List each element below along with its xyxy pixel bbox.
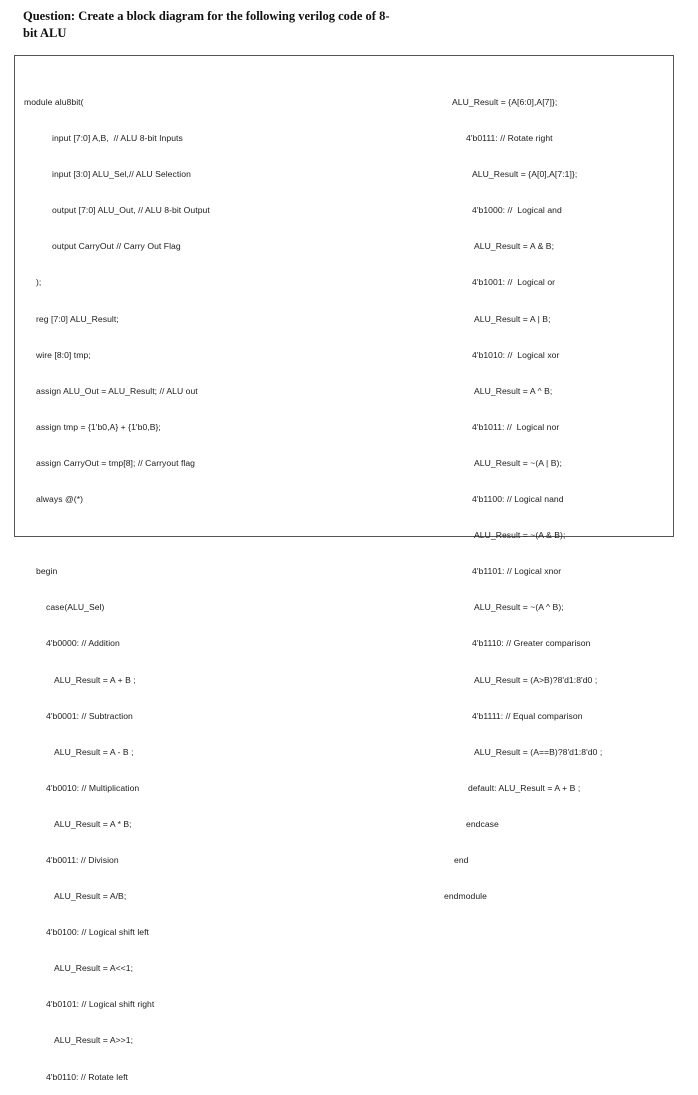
code-line: ALU_Result = ~(A | B); [474, 457, 562, 468]
code-line: endmodule [444, 891, 487, 902]
code-line: 4'b0101: // Logical shift right [46, 999, 155, 1010]
code-line: 4'b0111: // Rotate right [466, 133, 553, 144]
code-line: 4'b1001: // Logical or [472, 277, 556, 288]
code-line: assign ALU_Out = ALU_Result; // ALU out [36, 385, 198, 396]
code-line: 4'b1110: // Greater comparison [472, 638, 591, 649]
code-line: ALU_Result = A ^ B; [474, 385, 553, 396]
code-line: ALU_Result = (A==B)?8'd1:8'd0 ; [474, 746, 603, 757]
code-line: 4'b1011: // Logical nor [472, 421, 560, 432]
code-line: default: ALU_Result = A + B ; [468, 782, 581, 793]
code-line: output [7:0] ALU_Out, // ALU 8-bit Output [52, 205, 210, 216]
code-line: begin [36, 566, 58, 577]
code-line: input [3:0] ALU_Sel,// ALU Selection [52, 169, 191, 180]
code-line: assign CarryOut = tmp[8]; // Carryout flag [36, 457, 195, 468]
code-line: 4'b1101: // Logical xnor [472, 566, 562, 577]
code-line: output CarryOut // Carry Out Flag [52, 241, 181, 252]
code-line: ALU_Result = {A[6:0],A[7]}; [452, 97, 558, 107]
code-line: ALU_Result = A/B; [54, 891, 127, 902]
code-line: reg [7:0] ALU_Result; [36, 313, 119, 324]
code-line: 4'b0110: // Rotate left [46, 1071, 128, 1082]
code-line: end [454, 854, 469, 865]
code-line: ALU_Result = A>>1; [54, 1035, 134, 1046]
code-line: ALU_Result = A * B; [54, 818, 132, 829]
code-line: always @(*) [36, 494, 83, 505]
code-line: ); [36, 277, 42, 288]
code-line: case(ALU_Sel) [46, 602, 105, 613]
code-line: ALU_Result = (A>B)?8'd1:8'd0 ; [474, 674, 598, 685]
code-line: 4'b1010: // Logical xor [472, 349, 560, 360]
question-line-2: bit ALU [23, 26, 67, 40]
code-column-right [444, 74, 602, 914]
code-line: 4'b0000: // Addition [46, 638, 120, 649]
code-line: ALU_Result = {A[0],A[7:1]}; [472, 169, 578, 180]
code-line: 4'b0001: // Subtraction [46, 710, 133, 721]
code-line: ALU_Result = A<<1; [54, 963, 134, 974]
code-line: ALU_Result = A & B; [474, 241, 555, 252]
code-line: endcase [466, 818, 499, 829]
code-line: ALU_Result = A + B ; [54, 674, 136, 685]
code-line: assign tmp = {1'b0,A} + {1'b0,B}; [36, 421, 161, 432]
code-line: ALU_Result = A - B ; [54, 746, 134, 757]
code-line: ALU_Result = ~(A & B); [474, 530, 566, 541]
code-column-left [24, 74, 210, 1095]
code-line: 4'b1111: // Equal comparison [472, 710, 583, 721]
code-line: 4'b1000: // Logical and [472, 205, 562, 216]
code-line: ALU_Result = ~(A ^ B); [474, 602, 564, 613]
code-line: ALU_Result = A | B; [474, 313, 551, 324]
question-heading [23, 8, 423, 42]
code-line: 4'b1100: // Logical nand [472, 494, 564, 505]
code-line: input [7:0] A,B, // ALU 8-bit Inputs [52, 133, 183, 144]
code-line: 4'b0011: // Division [46, 854, 119, 865]
code-line [24, 527, 210, 543]
code-line: 4'b0010: // Multiplication [46, 782, 140, 793]
code-line: module alu8bit( [24, 97, 84, 107]
question-line-1: Question: Create a block diagram for the following verilog code of 8- [23, 9, 390, 23]
code-line: 4'b0100: // Logical shift left [46, 927, 149, 938]
code-line: wire [8:0] tmp; [36, 349, 91, 360]
